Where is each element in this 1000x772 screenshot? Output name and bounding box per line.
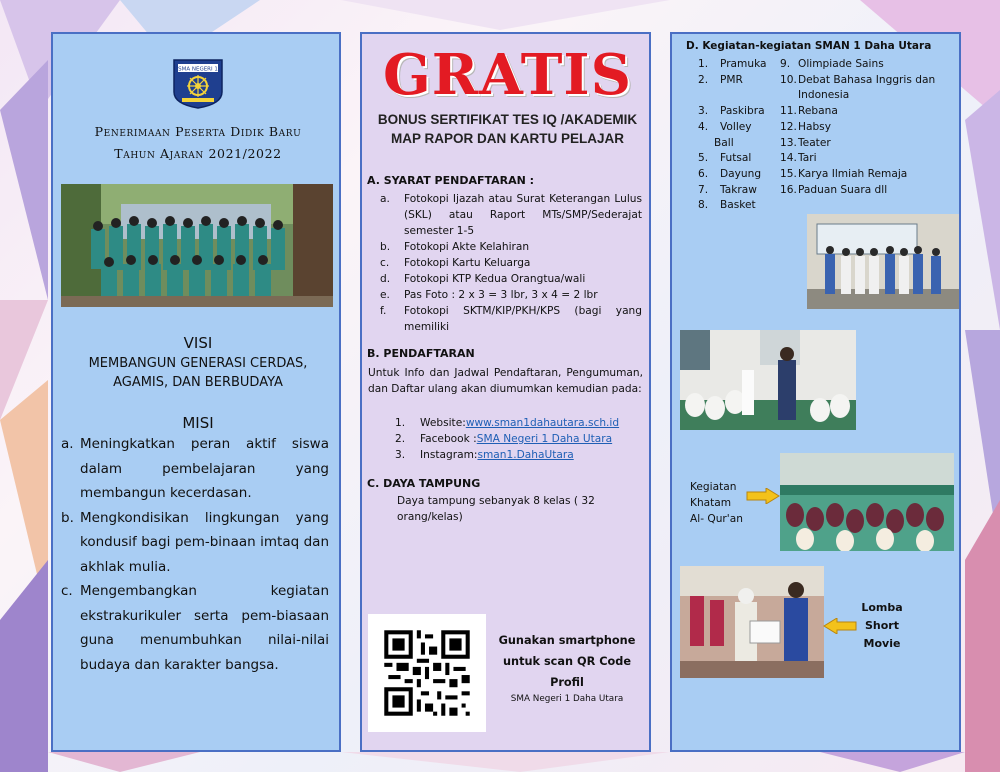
list-item: Indonesia — [798, 89, 850, 102]
list-item: c. Fotokopi Kartu Keluarga — [380, 257, 531, 269]
list-item: 8. Basket — [698, 199, 756, 212]
facebook-link[interactable]: SMA Negeri 1 Daha Utara — [476, 433, 613, 445]
list-item: 3. Paskibra — [698, 105, 765, 118]
caption-khatam: Kegiatan Khatam Al- Qur'an — [690, 481, 743, 525]
list-item: 14.Tari — [780, 152, 817, 165]
list-item: 16.Paduan Suara dll — [780, 183, 888, 196]
right-panel — [670, 32, 961, 752]
list-item: 12.Habsy — [780, 120, 831, 133]
list-item: 13.Teater — [780, 136, 831, 149]
left-panel — [51, 32, 341, 752]
list-item: b. Fotokopi Akte Kelahiran — [380, 241, 530, 253]
arrow-right-icon — [746, 488, 780, 504]
instagram-link[interactable]: sman1.DahaUtara — [477, 449, 574, 461]
list-item: 7. Takraw — [698, 183, 757, 196]
misi-list — [61, 432, 329, 677]
list-item: 6. Dayung — [698, 167, 762, 180]
activity-photo-3 — [780, 453, 954, 551]
list-item: Ball — [714, 136, 734, 149]
qr-school-name: SMA Negeri 1 Daha Utara — [510, 694, 624, 704]
contact-links: 1. Website: www.sman1dahautara.sch.id 2. Facebook : SMA Negeri 1 Daha Utara 3. Instagram: sman1.DahaUtara — [395, 417, 620, 461]
list-item: 1. Pramuka — [698, 58, 767, 70]
visi-title: VISI — [183, 334, 213, 352]
qr-caption: Gunakan smartphone untuk scan QR Code Profil — [498, 634, 636, 689]
list-item: 11.Rebana — [780, 105, 838, 118]
logo-text: SMA NEGERI 1 — [178, 66, 218, 73]
daya-title: C. DAYA TAMPUNG — [367, 477, 481, 490]
list-item: e. Pas Foto : 2 x 3 = 3 lbr, 3 x 4 = 2 lbr — [380, 289, 598, 301]
misi-item: b. Mengkondisikan lingkungan yang kondusif bagi pem-binaan imtaq dan akhlak mulia. — [61, 509, 329, 575]
list-item: f. Fotokopi SKTM/KIP/PKH/KPS (bagi yang memiliki — [380, 305, 642, 333]
misi-item: a. Meningkatkan peran aktif siswa dalam pembelajaran yang membangun kecerdasan. — [61, 436, 329, 501]
misi-item: c. Mengembangkan kegiatan ekstrakurikuler serta pem-biasaan guna menumbuhkan nilai-nilai budaya dan karakter bangsa. — [61, 583, 329, 673]
kegiatan-title: D. Kegiatan-kegiatan SMAN 1 Daha Utara — [686, 40, 932, 52]
bonus-text: BONUS SERTIFIKAT TES IQ /AKADEMIK MAP RAPOR DAN KARTU PELAJAR — [377, 112, 638, 146]
pendaftaran-title: B. PENDAFTARAN — [367, 347, 475, 360]
list-item: 15.Karya Ilmiah Remaja — [780, 167, 908, 180]
daya-text: Daya tampung sebanyak 8 kelas ( 32 orang/kelas) — [397, 495, 595, 523]
syarat-title: A. SYARAT PENDAFTARAN : — [367, 174, 535, 187]
qr-code[interactable] — [368, 614, 486, 732]
list-item: 9. Olimpiade Sains — [780, 58, 884, 70]
activity-photo-4 — [680, 566, 824, 678]
list-item: 10.Debat Bahasa Inggris dan — [780, 73, 936, 86]
arrow-left-icon — [823, 618, 857, 634]
website-link[interactable]: www.sman1dahautara.sch.id — [465, 417, 620, 429]
list-item: 4. Volley — [698, 120, 752, 133]
activity-photo-2 — [680, 330, 856, 430]
caption-lomba: Lomba Short Movie — [861, 601, 903, 650]
header-title-line2: Tahun Ajaran 2021/2022 — [114, 146, 282, 161]
visi-text: MEMBANGUN GENERASI CERDAS, AGAMIS, DAN BERBUDAYA — [88, 356, 308, 390]
middle-panel — [360, 32, 651, 752]
kegiatan-list-right — [780, 57, 960, 198]
list-item: a. Fotokopi Ijazah atau Surat Keterangan Lulus (SKL) atau Raport MTs/SMP/Sederajat semester 1-5 — [380, 193, 642, 237]
kegiatan-list-left — [698, 57, 778, 214]
pendaftaran-text: Untuk Info dan Jadwal Pendaftaran, Pengumuman, dan Daftar ulang akan diumumkan kemudian pada: — [368, 367, 643, 395]
syarat-list — [380, 191, 642, 335]
list-item: 2. PMR — [698, 73, 743, 86]
activity-photo-1 — [807, 214, 959, 309]
gratis-heading: GRATIS — [382, 42, 633, 108]
list-item: d. Fotokopi KTP Kedua Orangtua/wali — [380, 273, 586, 285]
misi-title: MISI — [182, 414, 214, 432]
school-logo — [170, 58, 226, 110]
list-item: 5. Futsal — [698, 152, 752, 165]
header-title-line1: Penerimaan Peserta Didik Baru — [94, 124, 302, 139]
group-photo — [61, 184, 333, 307]
